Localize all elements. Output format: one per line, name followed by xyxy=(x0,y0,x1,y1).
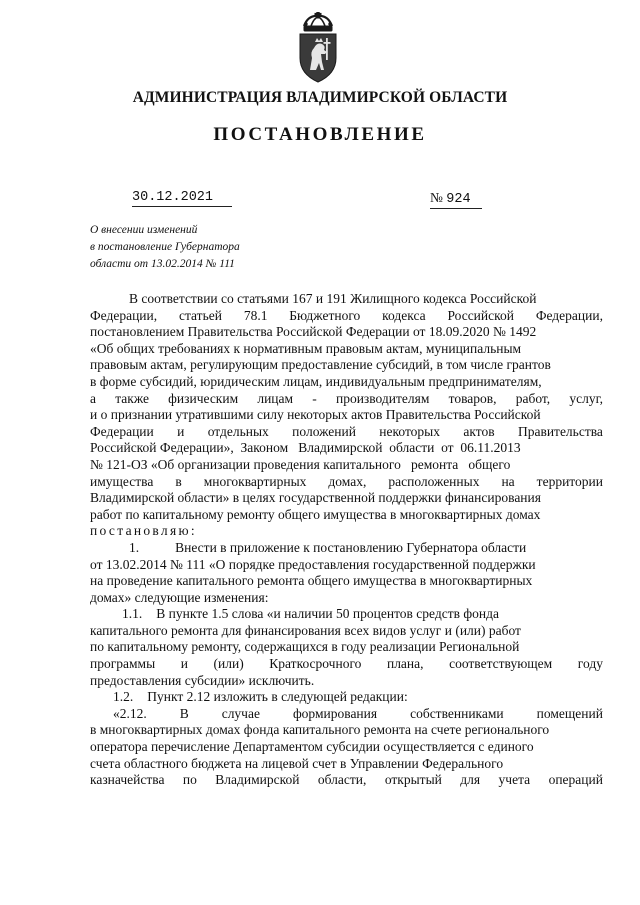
body-text: соответствующем xyxy=(449,656,553,672)
document-subject xyxy=(90,222,240,273)
body-line xyxy=(90,424,603,441)
body-line xyxy=(90,540,603,557)
body-line xyxy=(90,324,603,341)
body-text: для xyxy=(460,772,481,788)
body-text: Правительства xyxy=(517,423,603,439)
body-line xyxy=(90,357,603,374)
body-text: лицам xyxy=(257,390,294,406)
body-text: товаров, xyxy=(448,390,497,406)
body-line xyxy=(90,623,603,640)
number-value: 924 xyxy=(446,192,471,207)
body-text: статьей xyxy=(178,307,222,323)
document-type: ПОСТАНОВЛЕНИЕ xyxy=(213,124,427,145)
body-text: программы xyxy=(90,656,156,672)
body-text: предоставления субсидии» исключить. xyxy=(90,672,315,688)
body-line xyxy=(90,639,603,656)
body-text: территории xyxy=(536,473,603,489)
body-line xyxy=(90,523,603,540)
body-text: в форме субсидий, юридическим лицам, индивидуальным предпринимателям, xyxy=(90,373,542,389)
body-text: Владимирской xyxy=(215,772,300,788)
body-text: Бюджетного xyxy=(289,307,361,323)
body-line xyxy=(90,457,603,474)
body-text: положений xyxy=(292,423,356,439)
body-text: случае xyxy=(221,705,260,721)
document-number xyxy=(430,190,482,209)
body-line xyxy=(90,507,603,524)
body-text: и xyxy=(177,423,185,439)
body-line xyxy=(90,606,603,623)
body-text: в многоквартирных домах фонда капитального ремонта на счете регионального xyxy=(90,722,550,738)
body-line xyxy=(90,722,603,739)
body-text: домах» следующие изменения: xyxy=(90,589,269,605)
body-text: также xyxy=(115,390,149,406)
body-text: на проведение капитального ремонта общего имущества в многоквартирных xyxy=(90,573,533,589)
body-line xyxy=(90,590,603,607)
document-body xyxy=(90,291,603,789)
coat-of-arms-icon xyxy=(290,12,346,86)
subject-line: области от 13.02.2014 № 111 xyxy=(90,258,235,270)
body-text: оператора перечисление Департаментом субсидии осуществляется с единого xyxy=(90,739,534,755)
body-line xyxy=(90,407,603,424)
body-text: кодекса xyxy=(382,307,426,323)
body-text: помещений xyxy=(536,705,603,721)
number-sign: № xyxy=(430,190,443,205)
body-line xyxy=(90,739,603,756)
body-text: «Об общих требованиях к нормативным правовым актам, муниципальным xyxy=(90,340,522,356)
body-line xyxy=(90,772,603,789)
body-line xyxy=(90,474,603,491)
body-line xyxy=(90,490,603,507)
body-text: 78.1 xyxy=(243,307,268,323)
body-text: Российской xyxy=(447,307,514,323)
body-text: производителям xyxy=(335,390,430,406)
body-text: актов xyxy=(463,423,495,439)
body-line xyxy=(90,440,603,457)
body-text: на xyxy=(501,473,515,489)
body-text: операций xyxy=(548,772,603,788)
body-text: № 121-ОЗ «Об организации проведения капитального ремонта общего xyxy=(90,456,511,472)
body-text: Российской Федерации», Законом Владимирской области от 06.11.2013 xyxy=(90,440,521,456)
body-text: услуг, xyxy=(569,390,603,406)
issuing-authority: АДМИНИСТРАЦИЯ ВЛАДИМИРСКОЙ ОБЛАСТИ xyxy=(132,89,508,106)
body-text: В xyxy=(179,705,189,721)
body-text: Владимирской области» в целях государственной поддержки финансирования xyxy=(90,490,541,506)
body-text: постановляю: xyxy=(90,523,197,539)
body-text: учета xyxy=(498,772,531,788)
body-line xyxy=(90,756,603,773)
body-line xyxy=(90,706,603,723)
body-line xyxy=(90,291,603,308)
body-text: многоквартирных xyxy=(203,473,307,489)
body-line xyxy=(90,374,603,391)
body-text: Федерации, xyxy=(90,307,158,323)
body-text: работ, xyxy=(515,390,551,406)
body-text: 1. xyxy=(129,539,140,555)
body-text: капитального ремонта для финансирования всех видов услуг и (или) работ xyxy=(90,622,521,638)
body-line xyxy=(90,656,603,673)
body-text: счета областного бюджета на лицевой счет в Управлении Федерального xyxy=(90,755,504,771)
body-line xyxy=(90,689,603,706)
body-text: физическим xyxy=(168,390,239,406)
body-text: правовым актам, регулирующим предоставление субсидий, в том числе грантов xyxy=(90,357,551,373)
subject-line: О внесении изменений xyxy=(90,224,198,236)
body-text: а xyxy=(90,390,96,406)
body-text: Краткосрочного xyxy=(269,656,362,672)
body-text: и xyxy=(180,656,188,672)
body-text: работ по капитальному ремонту общего имущества в многоквартирных домах xyxy=(90,506,541,522)
body-text: от 13.02.2014 № 111 «О порядке предоставления государственной поддержки xyxy=(90,556,536,572)
body-line xyxy=(90,673,603,690)
body-text: Внести в приложение к постановлению Губернатора области xyxy=(175,539,527,555)
body-text: по xyxy=(182,772,197,788)
body-text: году xyxy=(577,656,603,672)
body-line xyxy=(90,341,603,358)
body-text: постановлением Правительства Российской Федерации от 18.09.2020 № 1492 xyxy=(90,324,537,340)
body-text: по капитальному ремонту, содержащихся в году реализации Региональной xyxy=(90,639,520,655)
body-text: плана, xyxy=(386,656,424,672)
document-date: 30.12.2021 xyxy=(132,190,232,207)
body-text: Пункт 2.12 изложить в следующей редакции: xyxy=(147,689,408,705)
body-text: 1.2. xyxy=(113,689,134,705)
body-text: имущества xyxy=(90,473,154,489)
body-text: домах, xyxy=(328,473,367,489)
body-line xyxy=(90,573,603,590)
body-text: формирования xyxy=(292,705,378,721)
body-text: собственниками xyxy=(410,705,504,721)
body-text: Федерации xyxy=(90,423,154,439)
body-text: «2.12. xyxy=(113,705,147,721)
body-text: области, xyxy=(317,772,367,788)
body-text: 1.1. xyxy=(122,606,143,622)
body-text: казначейства xyxy=(90,772,165,788)
body-text: Федерации, xyxy=(535,307,603,323)
body-line xyxy=(90,391,603,408)
body-text: открытый xyxy=(384,772,442,788)
body-text: - xyxy=(312,390,317,406)
body-text: в xyxy=(175,473,182,489)
body-text: В соответствии со статьями 167 и 191 Жилищного кодекса Российской xyxy=(129,291,537,306)
subject-line: в постановление Губернатора xyxy=(90,241,240,253)
body-text: и о признании утратившими силу некоторых актов Правительства Российской xyxy=(90,407,541,423)
body-text: отдельных xyxy=(207,423,269,439)
body-text: (или) xyxy=(213,656,244,672)
body-line xyxy=(90,557,603,574)
body-line xyxy=(90,308,603,325)
body-text: В пункте 1.5 слова «и наличии 50 процентов средств фонда xyxy=(156,606,499,622)
body-text: расположенных xyxy=(388,473,480,489)
body-text: некоторых xyxy=(379,423,441,439)
